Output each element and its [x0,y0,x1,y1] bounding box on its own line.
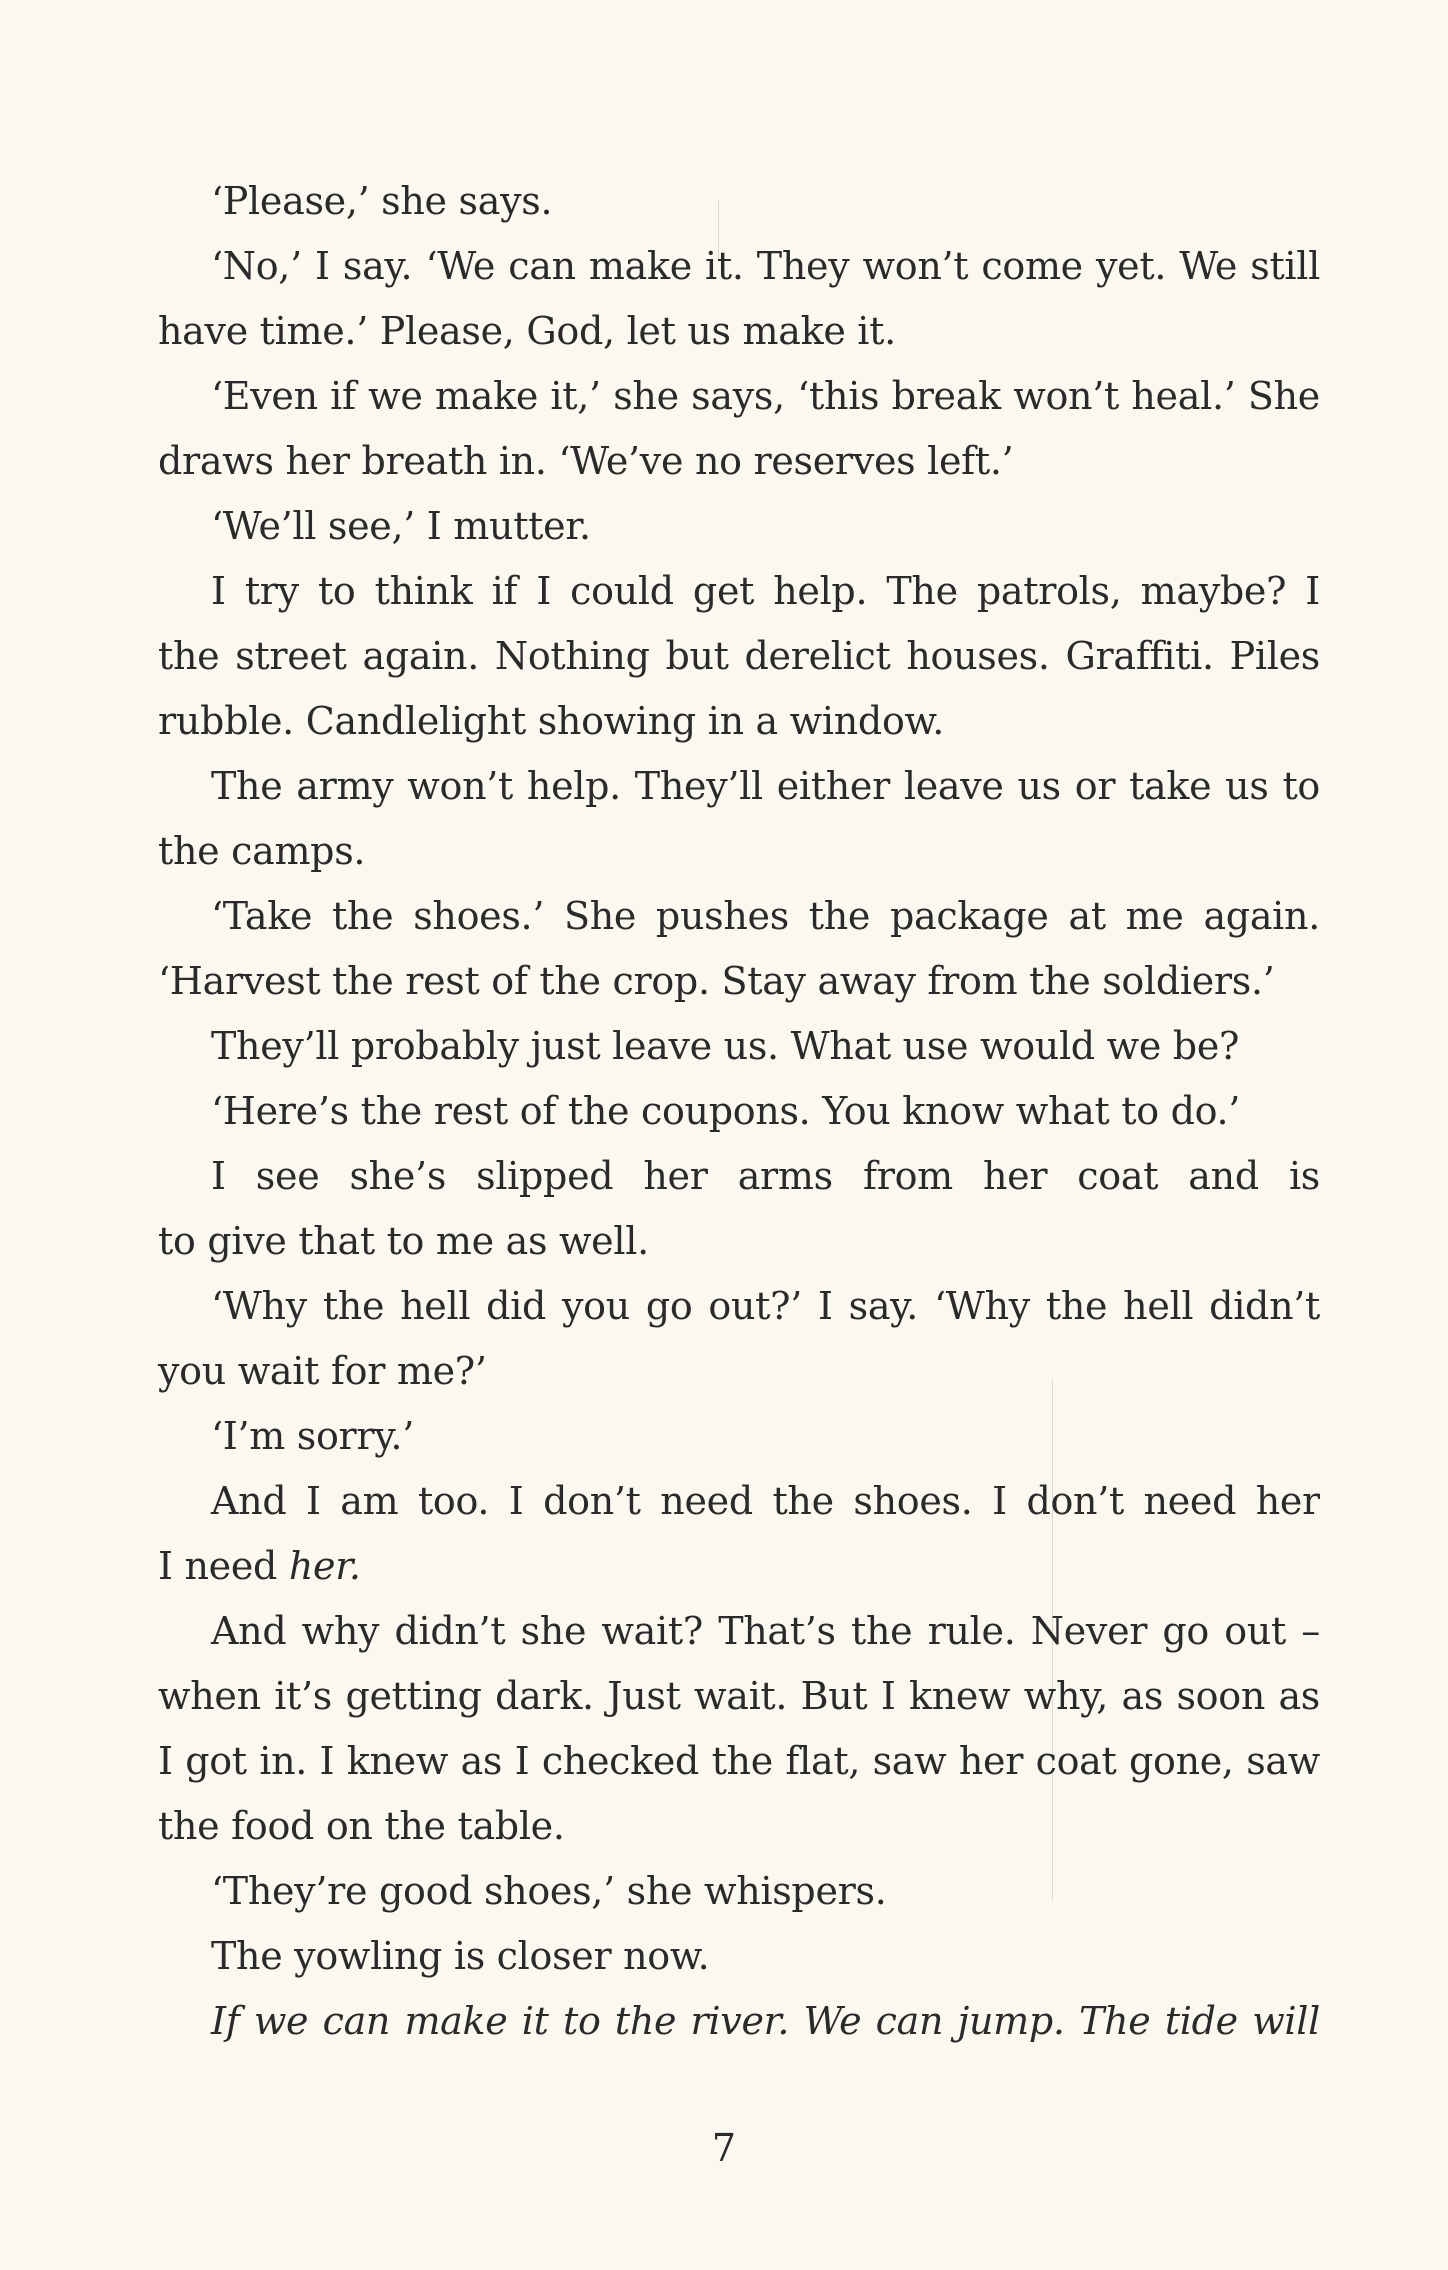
text-line-content: ‘Take the shoes.’ She pushes the package at me again. [211,894,1320,938]
text-line-content: And why didn’t she wait? That’s the rule. Never go out – [211,1609,1320,1653]
text-line [158,689,1320,754]
text-line-content: ‘Even if we make it,’ she says, ‘this break won’t heal.’ She [211,374,1320,418]
text-line [158,1079,1320,1144]
text-line-content: I see she’s slipped her arms from her coat and is [211,1154,1320,1198]
text-line-content: They’ll probably just leave us. What use would we be? [211,1024,1240,1068]
text-line-content: ‘I’m sorry.’ [211,1414,414,1458]
text-line-content: The army won’t help. They’ll either leave us or take us to [211,764,1320,808]
text-line-content: have time.’ Please, God, let us make it. [158,309,896,353]
text-line-content: rubble. Candlelight showing in a window. [158,699,945,743]
text-line-content: ‘Here’s the rest of the coupons. You know what to do.’ [211,1089,1241,1133]
text-line [158,949,1320,1014]
text-line-content: the food on the table. [158,1804,565,1848]
text-line [158,1729,1320,1794]
text-line [158,884,1320,949]
text-line [158,1599,1320,1664]
text-line [158,1274,1320,1339]
text-line [158,299,1320,364]
text-line-content: when it’s getting dark. Just wait. But I knew why, as soon as [158,1674,1320,1718]
text-line [158,234,1320,299]
text-line [158,819,1320,884]
text-line-content: I got in. I knew as I checked the flat, saw her coat gone, saw [158,1739,1320,1783]
text-line [158,1014,1320,1079]
text-line-content: I need [158,1544,289,1588]
text-line [158,364,1320,429]
text-line-content: to give that to me as well. [158,1219,649,1263]
text-line [158,754,1320,819]
text-line [158,169,1320,234]
text-line [158,494,1320,559]
text-line-content: ‘We’ll see,’ I mutter. [211,504,591,548]
text-line-content: the street again. Nothing but derelict houses. Graffiti. Piles [158,634,1320,678]
text-line-content: And I am too. I don’t need the shoes. I don’t need her [211,1479,1320,1523]
text-line [158,559,1320,624]
text-line-content: ‘Why the hell did you go out?’ I say. ‘Why the hell didn’t [211,1284,1320,1328]
text-line [158,1339,1320,1404]
text-line-content: the camps. [158,829,366,873]
text-line [158,1859,1320,1924]
text-line-content: If we can make it to the river. We can jump. The tide will [211,1999,1320,2043]
text-line [158,1404,1320,1469]
page-number: 7 [711,2126,737,2170]
text-line-content: ‘Harvest the rest of the crop. Stay away from the soldiers.’ [158,959,1275,1003]
text-line [158,1209,1320,1274]
text-line-content: ‘No,’ I say. ‘We can make it. They won’t come yet. We still [211,244,1320,288]
text-line [158,624,1320,689]
text-line-content: ‘Please,’ she says. [211,179,553,223]
text-line [158,1664,1320,1729]
text-line-content: you wait for me?’ [158,1349,487,1393]
text-line-content: ‘They’re good shoes,’ she whispers. [211,1869,887,1913]
text-line [158,1469,1320,1534]
text-line-content: draws her breath in. ‘We’ve no reserves left.’ [158,439,1014,483]
italic-emphasis: her. [288,1544,361,1588]
body-text [158,169,1320,2054]
text-line-content: The yowling is closer now. [211,1934,710,1978]
text-line [158,1924,1320,1989]
text-line [158,429,1320,494]
text-line-content: I try to think if I could get help. The patrols, maybe? I [211,569,1320,613]
text-line [158,1989,1320,2054]
text-line [158,1794,1320,1859]
text-line [158,1534,1320,1599]
text-line [158,1144,1320,1209]
